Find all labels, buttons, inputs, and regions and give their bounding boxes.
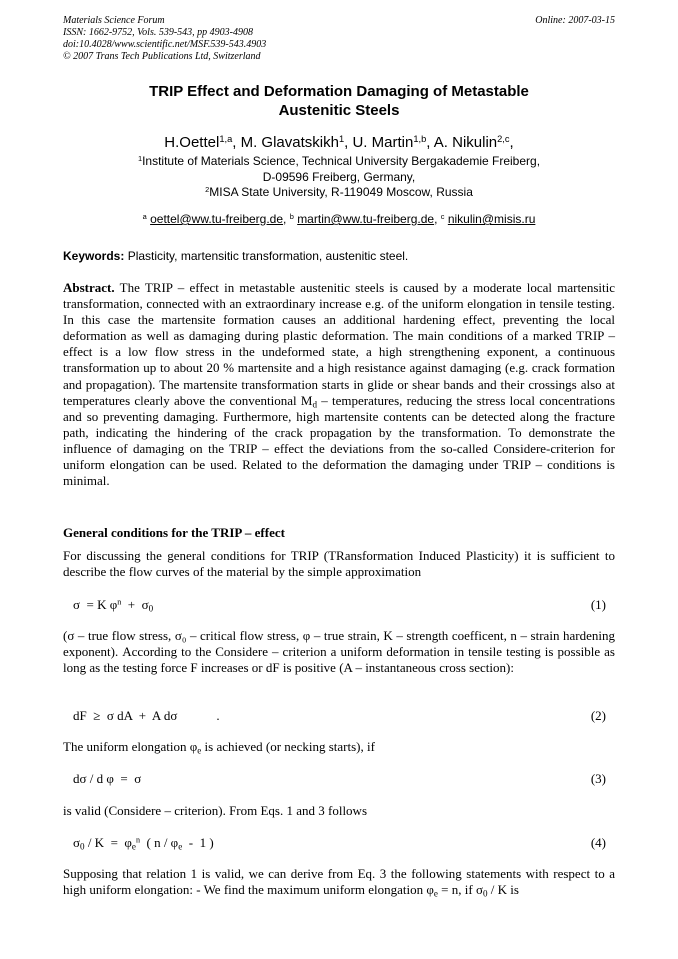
author-name: H.Oettel bbox=[164, 134, 220, 151]
copyright-line: © 2007 Trans Tech Publications Ltd, Switzerland bbox=[63, 51, 261, 62]
author-emails: $^a$ oettel@ww.tu-freiberg.de, $^b$ martin@ww.tu-freiberg.de, $^c$ nikulin@misis.ru bbox=[142, 211, 536, 226]
journal-header bbox=[63, 15, 266, 63]
paper-title bbox=[63, 82, 615, 120]
author-superscript: 1 bbox=[338, 133, 345, 144]
author-list: H.Oettel$^{1,a}$, M. Glavatskikh$^1$, U. Martin$^{1,b}$, A. Nikulin$^{2,c}$, bbox=[164, 133, 514, 151]
issn-line: ISSN: 1662-9752, Vols. 539-543, pp 4903-4908 bbox=[63, 27, 253, 38]
author-name: U. Martin bbox=[352, 134, 414, 151]
author-superscript: 1,b bbox=[413, 133, 427, 144]
affiliation-line: $^2$MISA State University, R-119049 Moscow, Russia bbox=[205, 184, 473, 199]
equation-number: (4) bbox=[590, 835, 606, 850]
equation-number: (1) bbox=[590, 597, 606, 612]
affiliation-superscript: 1 bbox=[137, 153, 143, 163]
paragraph-supposing: Supposing that relation 1 is valid, we can derive from Eq. 3 the following statements with respect to a high uniform elongation: - We find the maximum uniform elongation $\varphi_e = n$, if $\sigma_0$ / K is bbox=[63, 866, 615, 899]
equation-3: dσ / d φ = σ bbox=[73, 771, 142, 786]
journal-name: Materials Science Forum bbox=[63, 15, 165, 26]
email-link[interactable]: martin@ww.tu-freiberg.de bbox=[297, 212, 435, 226]
author-superscript: 1,a bbox=[219, 133, 233, 144]
abstract-label: Abstract. bbox=[63, 280, 115, 295]
keywords-label: Keywords: bbox=[63, 249, 125, 263]
equation-1: σ = K $\varphi^n + \sigma_0$ bbox=[73, 597, 154, 614]
title-line-1: TRIP Effect and Deformation Damaging of Metastable bbox=[149, 83, 529, 100]
online-date: Online: 2007-03-15 bbox=[535, 15, 615, 26]
email-link[interactable]: oettel@ww.tu-freiberg.de bbox=[150, 212, 284, 226]
affiliation-superscript: 2 bbox=[205, 184, 210, 194]
section-heading: General conditions for the TRIP – effect bbox=[63, 525, 285, 540]
paragraph-considere: is valid (Considere – criterion). From Eqs. 1 and 3 follows bbox=[63, 803, 368, 818]
paragraph-definitions: (σ – true flow stress, σ₀ – critical flow stress, φ – true strain, K – strength coefficent, n – strain hardening exponent). According to the Considere – criterion a uniform deformation in tensile testing is possible as long as the testing force F increases or dF is positive (A – instantaneous cross section): bbox=[63, 628, 615, 676]
equation-4: $\sigma_0 / K = \varphi_e^n$ ( n / $\varphi_e - 1$ ) bbox=[73, 835, 214, 852]
title-line-2: Austenitic Steels bbox=[278, 102, 400, 119]
abstract: Abstract. The TRIP – effect in metastable austenitic steels is caused by a moderate local martensitic transformation, connected with an extraordinary increase e.g. of the uniform elongation in tensile testing. In this case the martensite formation causes an additional hardening effect, preventing the local deformation as well as damaging during plastic deformation. The main conditions of a marked TRIP – effect is a low flow stress in the undeformed state, a high strengthening exponent, a continuous transformation up to about 20 % martensite and a high resistance against damaging (e.g. crack formation and propagation). The martensite transformation starts in glide or shear bands and their crossings also at temperatures clearly above the conventional $M_d$ – temperatures, reducing the stress local concentrations and so preventing damaging. Furthermore, high martensite contents can be detected along the fracture path, indicating the hindering of the crack propagation by the transformation. To demonstrate the influence of damaging on the TRIP – effect the deviations from the so-called Considere-criterion for uniform elongation can be used. Related to the deformation the damaging under TRIP – conditions is minimal. bbox=[63, 280, 616, 489]
affiliations bbox=[63, 154, 615, 201]
paragraph-intro: For discussing the general conditions for TRIP (TRansformation Induced Plasticity) it is sufficient to describe the flow curves of the material by the simple approximation bbox=[63, 548, 615, 580]
affiliation-line: $^1$Institute of Materials Science, Technical University Bergakademie Freiberg, bbox=[137, 153, 541, 168]
author-superscript: 2,c bbox=[497, 133, 510, 144]
keywords bbox=[63, 249, 615, 264]
equation-2: dF ≥ σ dA + A dσ . bbox=[73, 708, 220, 723]
author-name: A. Nikulin bbox=[433, 134, 498, 151]
affiliation-line: D-09596 Freiberg, Germany, bbox=[262, 169, 416, 184]
email-link[interactable]: nikulin@misis.ru bbox=[447, 212, 536, 226]
doi-line: doi:10.4028/www.scientific.net/MSF.539-543.4903 bbox=[63, 39, 267, 50]
equation-number: (2) bbox=[590, 708, 606, 723]
paragraph-uniform-elongation: The uniform elongation $\varphi_e$ is achieved (or necking starts), if bbox=[63, 739, 375, 756]
equation-number: (3) bbox=[590, 771, 606, 786]
author-name: M. Glavatskikh bbox=[240, 134, 339, 151]
keywords-text: Plasticity, martensitic transformation, austenitic steel. bbox=[127, 249, 409, 263]
